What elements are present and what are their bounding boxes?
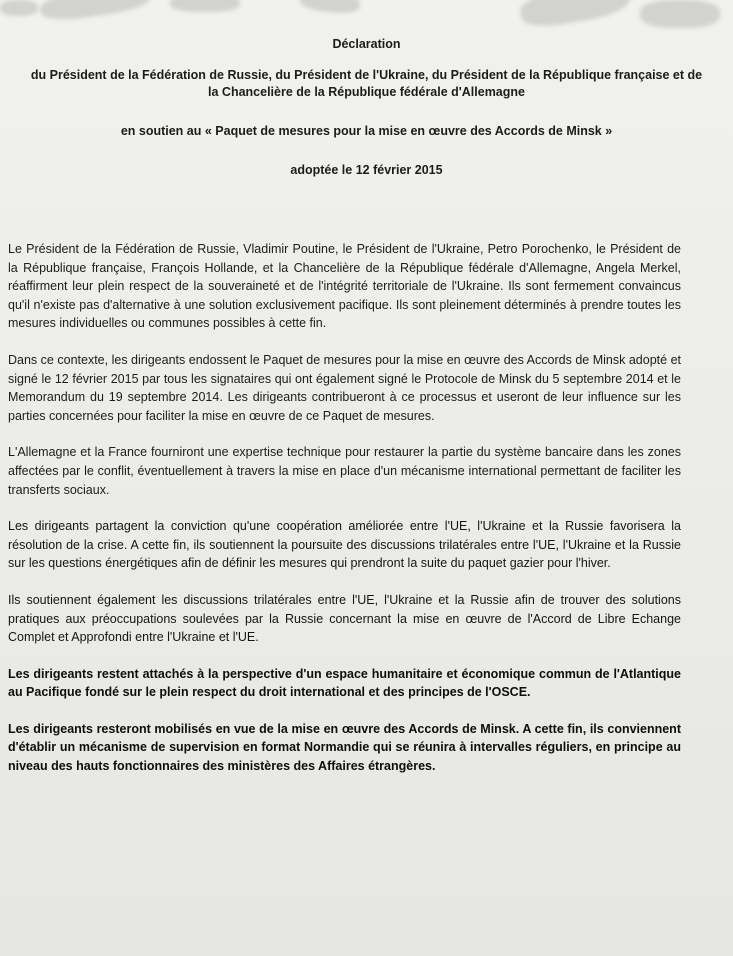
document-title: Déclaration <box>332 37 401 51</box>
scan-smudge <box>170 0 240 12</box>
scan-smudge <box>0 0 38 16</box>
support-line: en soutien au « Paquet de mesures pour la mise en œuvre des Accords de Minsk » <box>120 124 613 138</box>
scan-smudge <box>299 0 361 15</box>
paragraph-2: Dans ce contexte, les dirigeants endossent le Paquet de mesures pour la mise en œuvre des Accords de Minsk adopté et signé le 12 février 2015 par tous les signataires qui ont également signé le Protocole de Minsk du 5 septembre 2014 et le Memorandum du 19 septembre 2014. Les dirigeants contribueront à ce processus et useront de leur influence sur les parties concernées pour faciliter la mise en œuvre de ce Paquet de mesures. <box>8 352 681 423</box>
document-body <box>8 240 681 794</box>
scan-smudge <box>39 0 152 24</box>
paragraph-1: Le Président de la Fédération de Russie, Vladimir Poutine, le Président de l'Ukraine, Petro Porochenko, le Président de la République française, François Hollande, et la Chancelière de la République fédérale d'Allemagne, Angela Merkel, réaffirment leur plein respect de la souveraineté et de l'intégrité territoriale de l'Ukraine. Ils sont fermement convaincus qu'il n'existe pas d'alternative à une solution exclusivement pacifique. Ils sont pleinement déterminés à prendre toutes les mesures individuelles ou communes possibles à cette fin. <box>8 242 681 331</box>
scan-smudge <box>640 0 720 28</box>
paragraph-3: L'Allemagne et la France fourniront une expertise technique pour restaurer la partie du système bancaire dans les zones affectées par le conflit, éventuellement à travers la mise en place d'un mécanisme international permettant de faciliter les transferts sociaux. <box>8 445 681 497</box>
scan-smudge <box>518 0 632 31</box>
adopted-date-line: adoptée le 12 février 2015 <box>290 163 443 177</box>
paragraph-7: Les dirigeants resteront mobilisés en vue de la mise en œuvre des Accords de Minsk. A cette fin, ils conviennent d'établir un mécanisme de supervision en format Normandie qui se réunira à intervalles réguliers, en principe au niveau des hauts fonctionnaires des ministères des Affaires étrangères. <box>8 721 681 774</box>
paragraph-5: Ils soutiennent également les discussions trilatérales entre l'UE, l'Ukraine et la Russie afin de trouver des solutions pratiques aux préoccupations soulevées par la Russie concernant la mise en œuvre de l'Accord de Libre Echange Complet et Approfondi entre l'Ukraine et l'UE. <box>8 592 681 645</box>
document-subtitle: du Président de la Fédération de Russie, du Président de l'Ukraine, du Président de la République française et de la Chancelière de la République fédérale d'Allemagne <box>30 68 703 99</box>
paragraph-6: Les dirigeants restent attachés à la perspective d'un espace humanitaire et économique commun de l'Atlantique au Pacifique fondé sur le plein respect du droit international et des principes de l'OSCE. <box>8 666 681 700</box>
paragraph-4: Les dirigeants partagent la conviction qu'une coopération améliorée entre l'UE, l'Ukraine et la Russie favorisera la résolution de la crise. A cette fin, ils soutiennent la poursuite des discussions trilatérales entre l'UE, l'Ukraine et la Russie sur les questions énergétiques afin de définir les mesures qui prendront la suite du paquet gazier pour l'hiver. <box>8 519 681 571</box>
document-header <box>0 36 733 179</box>
